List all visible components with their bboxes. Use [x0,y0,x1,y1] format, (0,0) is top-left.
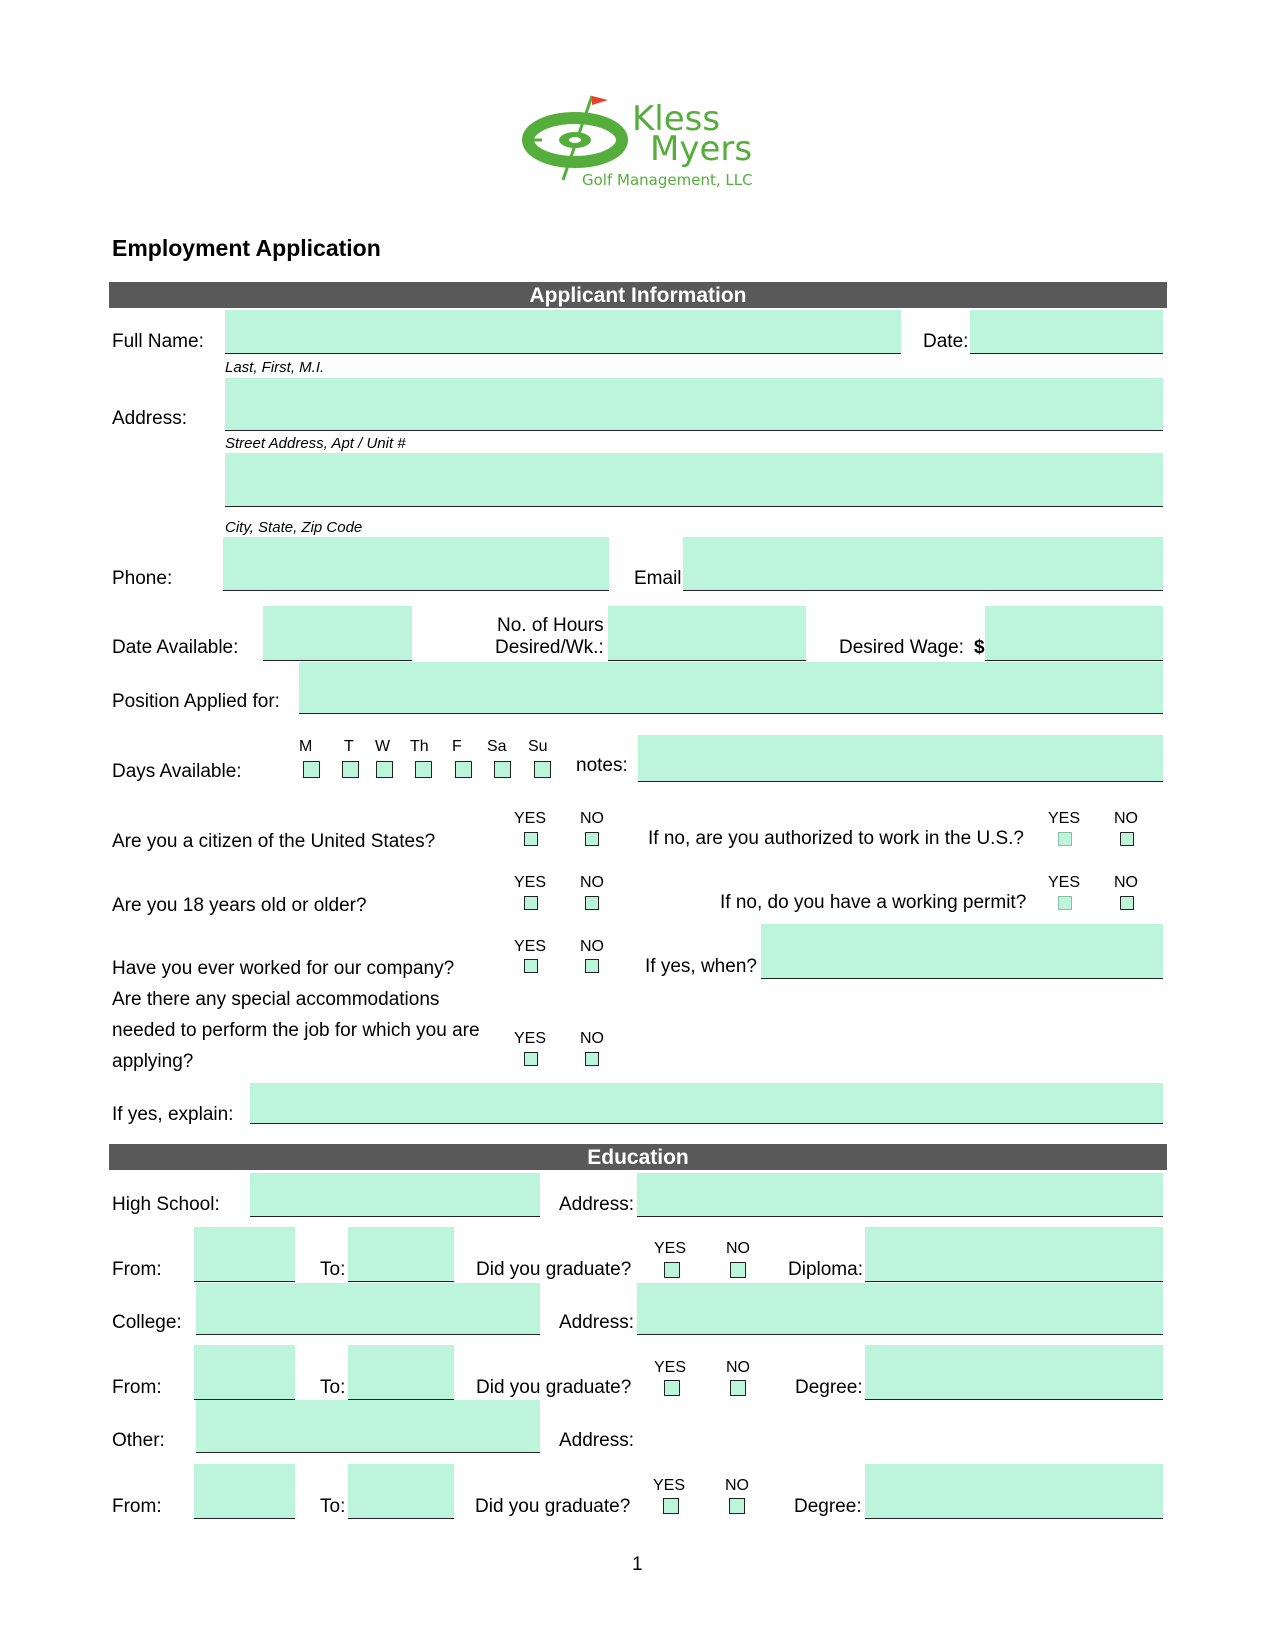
high-school-from-field[interactable] [194,1227,295,1282]
citizen-yes-checkbox[interactable] [524,832,538,846]
notes-label: notes: [576,755,628,776]
high-school-from-label: From: [112,1259,162,1280]
company-logo [520,88,760,198]
college-from-label: From: [112,1377,162,1398]
full-name-hint: Last, First, M.I. [225,359,325,376]
accommodations-question-line-1: Are there any special accommodations [112,989,440,1010]
hours-label-line-2: Desired/Wk.: [495,637,604,658]
high-school-address-field[interactable] [637,1173,1163,1217]
college-field[interactable] [196,1283,540,1335]
section-header-education: Education [109,1144,1167,1170]
age-yes-label: YES [514,874,547,891]
worked-when-label: If yes, when? [645,956,757,977]
permit-yes-label: YES [1048,874,1081,891]
worked-no-label: NO [580,938,604,955]
worked-no-checkbox[interactable] [585,959,599,973]
day-label-sunday: Su [528,738,548,755]
high-school-address-label: Address: [559,1194,634,1215]
citizen-yes-label: YES [514,810,547,827]
day-checkbox-tuesday[interactable] [342,761,359,778]
accommodations-yes-label: YES [514,1030,547,1047]
other-graduate-label: Did you graduate? [475,1496,631,1517]
college-to-field[interactable] [348,1345,454,1400]
city-state-zip-field[interactable] [225,453,1163,507]
college-yes-checkbox[interactable] [664,1380,680,1396]
college-label: College: [112,1312,182,1333]
full-name-label: Full Name: [112,331,204,352]
desired-wage-field[interactable] [985,606,1163,661]
day-label-wednesday: W [375,738,391,755]
high-school-no-checkbox[interactable] [730,1262,746,1278]
worked-yes-checkbox[interactable] [524,959,538,973]
explain-field[interactable] [250,1083,1163,1124]
college-graduate-label: Did you graduate? [476,1377,632,1398]
phone-field[interactable] [223,537,609,591]
high-school-label: High School: [112,1194,220,1215]
other-from-label: From: [112,1496,162,1517]
college-no-label: NO [726,1359,750,1376]
accommodations-question-line-2: needed to perform the job for which you are [112,1020,480,1041]
college-degree-label: Degree: [795,1377,863,1398]
college-no-checkbox[interactable] [730,1380,746,1396]
day-label-monday: M [299,738,313,755]
age-no-checkbox[interactable] [585,896,599,910]
authorized-yes-label: YES [1048,810,1081,827]
desired-wage-label: Desired Wage: [839,637,964,658]
authorized-no-label: NO [1114,810,1138,827]
other-yes-label: YES [653,1477,686,1494]
day-checkbox-wednesday[interactable] [376,761,393,778]
college-address-field[interactable] [637,1283,1163,1335]
section-header-applicant: Applicant Information [109,282,1167,308]
worked-when-field[interactable] [761,924,1163,979]
phone-label: Phone: [112,568,173,589]
day-label-friday: F [452,738,462,755]
permit-no-label: NO [1114,874,1138,891]
day-label-saturday: Sa [487,738,507,755]
high-school-yes-label: YES [654,1240,687,1257]
city-state-zip-hint: City, State, Zip Code [225,519,363,536]
full-name-field[interactable] [225,310,901,354]
diploma-label: Diploma: [788,1259,863,1280]
logo-tagline: Golf Management, LLC [582,171,753,189]
date-label: Date: [923,331,969,352]
email-label: Email [634,568,682,589]
hours-desired-field[interactable] [608,606,806,661]
date-available-field[interactable] [263,606,412,661]
worked-yes-label: YES [514,938,547,955]
page-number: 1 [632,1554,643,1575]
date-field[interactable] [970,310,1163,354]
high-school-yes-checkbox[interactable] [664,1262,680,1278]
age-no-label: NO [580,874,604,891]
other-to-field[interactable] [348,1464,454,1519]
logo-line-2: Myers [650,129,753,169]
page-title: Employment Application [112,235,381,261]
college-yes-label: YES [654,1359,687,1376]
high-school-field[interactable] [250,1173,540,1217]
high-school-no-label: NO [726,1240,750,1257]
citizen-question: Are you a citizen of the United States? [112,831,436,852]
logo-line-1: Kless [632,99,721,139]
day-checkbox-monday[interactable] [303,761,320,778]
dollar-sign: $ [974,637,985,658]
high-school-graduate-label: Did you graduate? [476,1259,632,1280]
other-from-field[interactable] [194,1464,295,1519]
position-field[interactable] [299,662,1163,714]
permit-question: If no, do you have a working permit? [720,892,1027,913]
diploma-field[interactable] [865,1227,1163,1282]
days-available-label: Days Available: [112,761,242,782]
flag-icon [592,96,608,105]
accommodations-yes-checkbox[interactable] [524,1052,538,1066]
permit-no-checkbox[interactable] [1120,896,1134,910]
notes-field[interactable] [638,735,1163,782]
permit-yes-checkbox[interactable] [1058,896,1072,910]
citizen-no-label: NO [580,810,604,827]
other-degree-label: Degree: [794,1496,862,1517]
email-field[interactable] [683,537,1163,591]
explain-label: If yes, explain: [112,1104,234,1125]
day-label-tuesday: T [344,738,354,755]
authorized-question: If no, are you authorized to work in the U.S.? [648,828,1024,849]
college-from-field[interactable] [194,1345,295,1400]
other-to-label: To: [320,1496,346,1517]
day-label-thursday: Th [410,738,429,755]
hours-label-line-1: No. of Hours [497,615,604,636]
authorized-no-checkbox[interactable] [1120,832,1134,846]
date-available-label: Date Available: [112,637,239,658]
other-degree-field[interactable] [865,1464,1163,1519]
street-address-field[interactable] [225,378,1163,431]
day-checkbox-friday[interactable] [455,761,472,778]
accommodations-no-label: NO [580,1030,604,1047]
other-label: Other: [112,1430,165,1451]
day-checkbox-saturday[interactable] [494,761,511,778]
high-school-to-field[interactable] [348,1227,454,1282]
college-to-label: To: [320,1377,346,1398]
other-no-label: NO [725,1477,749,1494]
address-label: Address: [112,408,187,429]
other-no-checkbox[interactable] [729,1498,745,1514]
citizen-no-checkbox[interactable] [585,832,599,846]
college-degree-field[interactable] [865,1345,1163,1400]
age-question: Are you 18 years old or older? [112,895,367,916]
other-yes-checkbox[interactable] [663,1498,679,1514]
accommodations-question-line-3: applying? [112,1051,194,1072]
position-label: Position Applied for: [112,691,280,712]
high-school-to-label: To: [320,1259,346,1280]
age-yes-checkbox[interactable] [524,896,538,910]
authorized-yes-checkbox[interactable] [1058,832,1072,846]
accommodations-no-checkbox[interactable] [585,1052,599,1066]
college-address-label: Address: [559,1312,634,1333]
other-school-field[interactable] [196,1400,540,1453]
worked-before-question: Have you ever worked for our company? [112,958,455,979]
day-checkbox-sunday[interactable] [534,761,551,778]
street-address-hint: Street Address, Apt / Unit # [225,435,406,452]
other-address-label: Address: [559,1430,634,1451]
day-checkbox-thursday[interactable] [415,761,432,778]
